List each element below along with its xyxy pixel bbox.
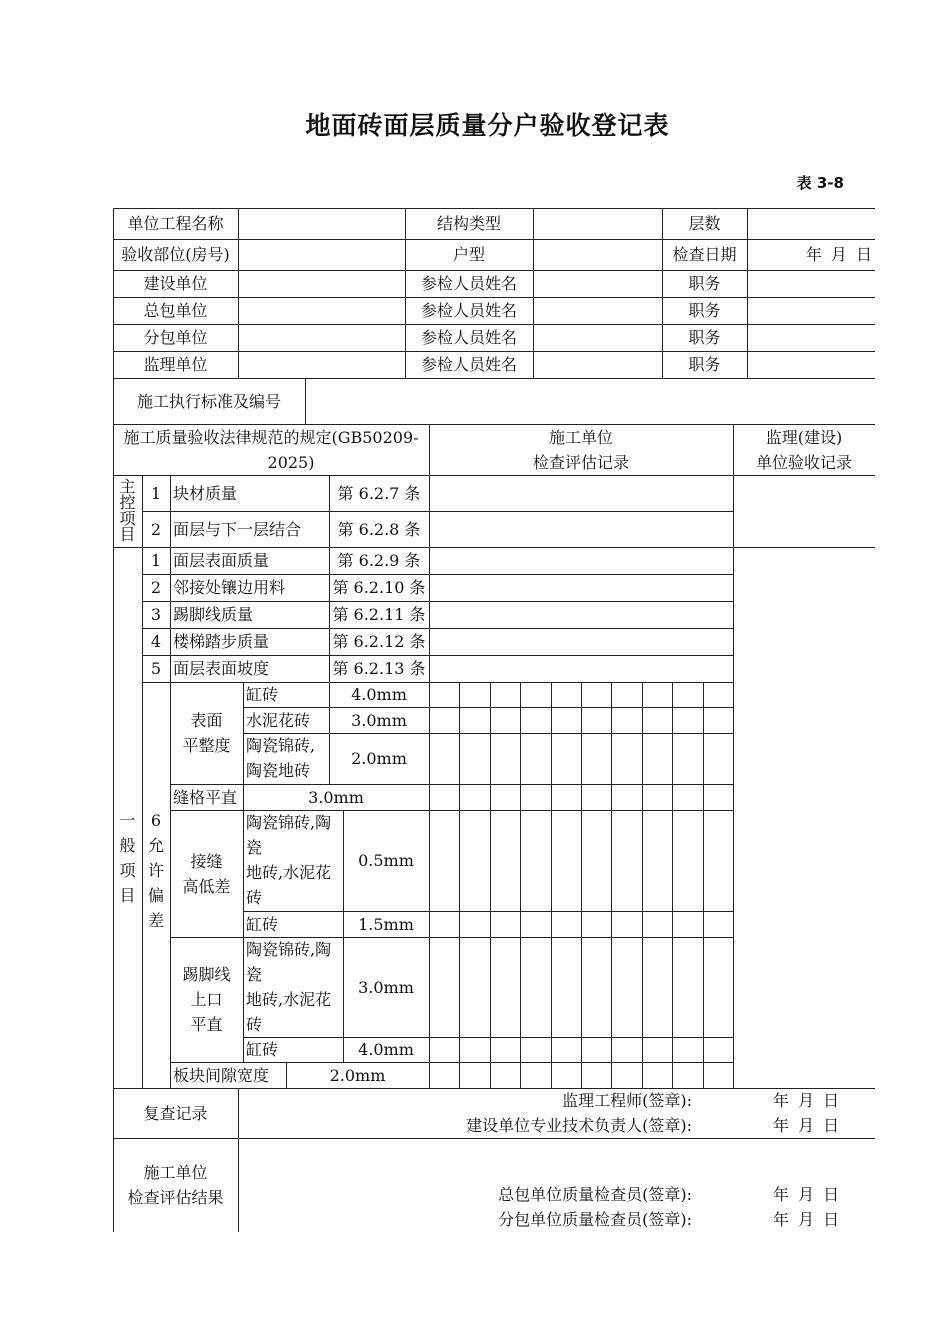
skirting-label-line: 踢脚线 [182,965,231,984]
flatness-label-line: 平整度 [182,736,231,755]
general-item-no: 1 [150,551,162,570]
standard-field[interactable] [305,378,875,424]
unit-type-field[interactable] [533,239,662,270]
main-control-label-char: 控 [119,493,136,512]
subcontractor-field[interactable] [238,324,405,351]
joint-height-material [243,810,343,911]
skirting-value: 3.0mm [358,977,414,997]
joint-height-value: 1.5mm [358,914,414,934]
general-item-name: 踢脚线质量 [173,605,254,624]
general-item-name: 面层表面坡度 [173,659,270,678]
general-item-record-field[interactable] [429,655,733,682]
participant-name-label: 参检人员姓名 [420,301,517,320]
general-item-clause: 第 6.2.9 条 [337,551,421,570]
skirting-label-line: 上口 [190,990,223,1009]
construction-record-header [429,424,733,475]
general-item-name: 面层表面质量 [173,551,270,570]
main-item-record-field[interactable] [429,511,733,547]
check-date-field[interactable]: 年 月 日 [805,245,872,264]
general-item-name: 邻接处镶边用料 [173,578,286,597]
participant-name-field[interactable] [533,324,662,351]
skirting-value: 4.0mm [358,1040,414,1059]
subcontractor-label: 分包单位 [143,328,208,347]
skirting-label-line: 平直 [190,1015,223,1034]
joint-height-label-line: 接缝 [190,851,223,871]
general-items-label [113,547,142,1088]
joint-height-label [170,810,243,937]
result-label [113,1138,238,1232]
acceptance-form-table [113,208,875,1232]
main-item-no: 1 [150,483,162,503]
sub-inspector-signature-label: 分包单位质量检查员(签章): [498,1210,692,1229]
deviation-label [142,682,170,1088]
deviation-label-char: 允 [147,835,164,855]
main-item-record-field[interactable] [429,475,733,511]
joint-height-material-line: 地砖,水泥花 [246,863,332,882]
skirting-material [243,937,343,1037]
skirting-material-line: 砖 [246,1015,263,1034]
project-name-field[interactable] [238,208,405,239]
construction-unit-field[interactable] [238,270,405,297]
main-item-name: 面层与下一层结合 [173,519,302,539]
flatness-material-line: 陶瓷锦砖, [246,736,316,755]
main-control-label-char: 目 [119,525,136,544]
participant-name-field[interactable] [533,351,662,378]
skirting-material-line: 瓷 [246,965,263,984]
acceptance-part-label: 验收部位(房号) [121,245,230,264]
supervision-unit-field[interactable] [238,351,405,378]
gap-width-value: 2.0mm [329,1065,386,1085]
general-item-clause: 第 6.2.11 条 [332,605,426,624]
joint-height-material: 缸砖 [246,914,279,934]
supervisor-signature-date[interactable]: 年 月 日 [773,1091,840,1110]
main-control-label-char: 项 [119,509,136,528]
main-item-name: 块材质量 [173,483,238,503]
flatness-material: 水泥花砖 [246,710,311,730]
position-field[interactable] [747,351,875,378]
skirting-material: 缸砖 [246,1040,279,1059]
joint-height-material-line: 瓷 [246,838,263,857]
general-item-clause: 第 6.2.13 条 [332,659,426,678]
general-item-no: 2 [150,578,162,597]
general-item-record-field[interactable] [429,574,733,601]
supervision-unit-label: 监理单位 [143,355,208,374]
general-item-record-field[interactable] [429,547,733,574]
general-item-record-field[interactable] [429,601,733,628]
skirting-material-line: 陶瓷锦砖,陶 [246,940,332,959]
standard-label: 施工执行标准及编号 [136,391,281,411]
construction-record-header-line2: 检查评估记录 [532,452,629,472]
gap-width-label: 板块间隙宽度 [173,1065,270,1085]
general-item-clause: 第 6.2.10 条 [332,578,426,597]
page-title: 地面砖面层质量分户验收登记表 [305,111,670,140]
owner-signature-label: 建设单位专业技术负责人(签章): [466,1116,692,1135]
general-label-char: 目 [119,885,136,905]
flatness-value: 3.0mm [351,710,407,730]
main-control-label-char: 主 [119,477,136,496]
supervisor-signature-label: 监理工程师(签章): [562,1091,692,1110]
participant-name-label: 参检人员姓名 [420,355,517,374]
general-item-no: 3 [150,605,162,624]
main-item-clause: 第 6.2.7 条 [337,483,421,503]
general-label-char: 一 [119,810,136,830]
supervision-record-header [733,424,875,475]
main-control-label [113,475,142,547]
position-label: 职务 [688,355,721,374]
main-supervision-record-field[interactable] [733,475,875,547]
structure-type-field[interactable] [533,208,662,239]
position-label: 职务 [688,328,721,347]
spec-header [113,424,429,475]
position-field[interactable] [747,324,875,351]
construction-record-header-line1: 施工单位 [548,427,613,447]
position-field[interactable] [747,270,875,297]
general-inspector-signature-date[interactable]: 年 月 日 [773,1185,840,1204]
flatness-value: 4.0mm [351,685,407,704]
participant-name-label: 参检人员姓名 [420,328,517,347]
deviation-no: 6 [150,810,162,830]
review-label: 复查记录 [143,1103,208,1123]
main-item-no: 2 [150,519,162,539]
unit-type-label: 户型 [452,245,485,264]
position-field[interactable] [747,297,875,324]
joint-straight-value: 3.0mm [308,787,364,807]
sub-inspector-signature-date[interactable]: 年 月 日 [773,1210,840,1229]
general-contractor-label: 总包单位 [143,301,208,320]
general-supervision-record-field[interactable] [733,547,875,1088]
general-inspector-signature-label: 总包单位质量检查员(签章): [498,1185,692,1204]
construction-unit-label: 建设单位 [143,274,208,293]
joint-height-material-line: 砖 [246,888,263,907]
spec-header-line2: 2025) [267,452,315,472]
participant-name-field[interactable] [533,297,662,324]
joint-height-material-line: 陶瓷锦砖,陶 [246,813,332,832]
flatness-material [243,733,329,784]
acceptance-part-field[interactable] [238,239,405,270]
general-label-char: 般 [119,835,136,855]
project-name-label: 单位工程名称 [127,214,224,233]
result-label-line: 施工单位 [143,1163,208,1182]
participant-name-field[interactable] [533,270,662,297]
position-label: 职务 [688,274,721,293]
general-item-no: 5 [150,659,162,678]
check-date-label: 检查日期 [672,245,737,264]
flatness-value: 2.0mm [351,749,407,768]
flatness-label-line: 表面 [190,711,223,730]
joint-height-value: 0.5mm [358,851,414,870]
supervision-record-header-line1: 监理(建设) [765,427,843,447]
general-item-no: 4 [150,632,162,651]
floors-label: 层数 [688,214,721,233]
general-item-record-field[interactable] [429,628,733,655]
skirting-label [170,937,243,1062]
main-item-clause: 第 6.2.8 条 [337,519,421,539]
flatness-material-line: 陶瓷地砖 [246,761,311,780]
deviation-label-char: 偏 [147,885,164,905]
skirting-material-line: 地砖,水泥花 [246,990,332,1009]
result-label-line: 检查评估结果 [127,1188,224,1207]
owner-signature-date[interactable]: 年 月 日 [773,1116,840,1135]
joint-height-label-line: 高低差 [182,876,231,896]
position-label: 职务 [688,301,721,320]
general-item-name: 楼梯踏步质量 [173,632,270,651]
table-number: 表 3-8 [796,174,844,192]
general-label-char: 项 [119,860,136,880]
deviation-label-char: 差 [147,910,164,930]
supervision-record-header-line2: 单位验收记录 [755,452,852,472]
floors-field[interactable] [747,208,875,239]
general-contractor-field[interactable] [238,297,405,324]
spec-header-line1: 施工质量验收法律规范的规定(GB50209- [123,427,419,447]
structure-type-label: 结构类型 [436,214,501,233]
general-item-clause: 第 6.2.12 条 [332,632,426,651]
flatness-label [170,682,243,784]
participant-name-label: 参检人员姓名 [420,274,517,293]
deviation-label-char: 许 [147,860,164,880]
joint-straight-label: 缝格平直 [173,787,238,807]
flatness-material: 缸砖 [246,685,279,704]
